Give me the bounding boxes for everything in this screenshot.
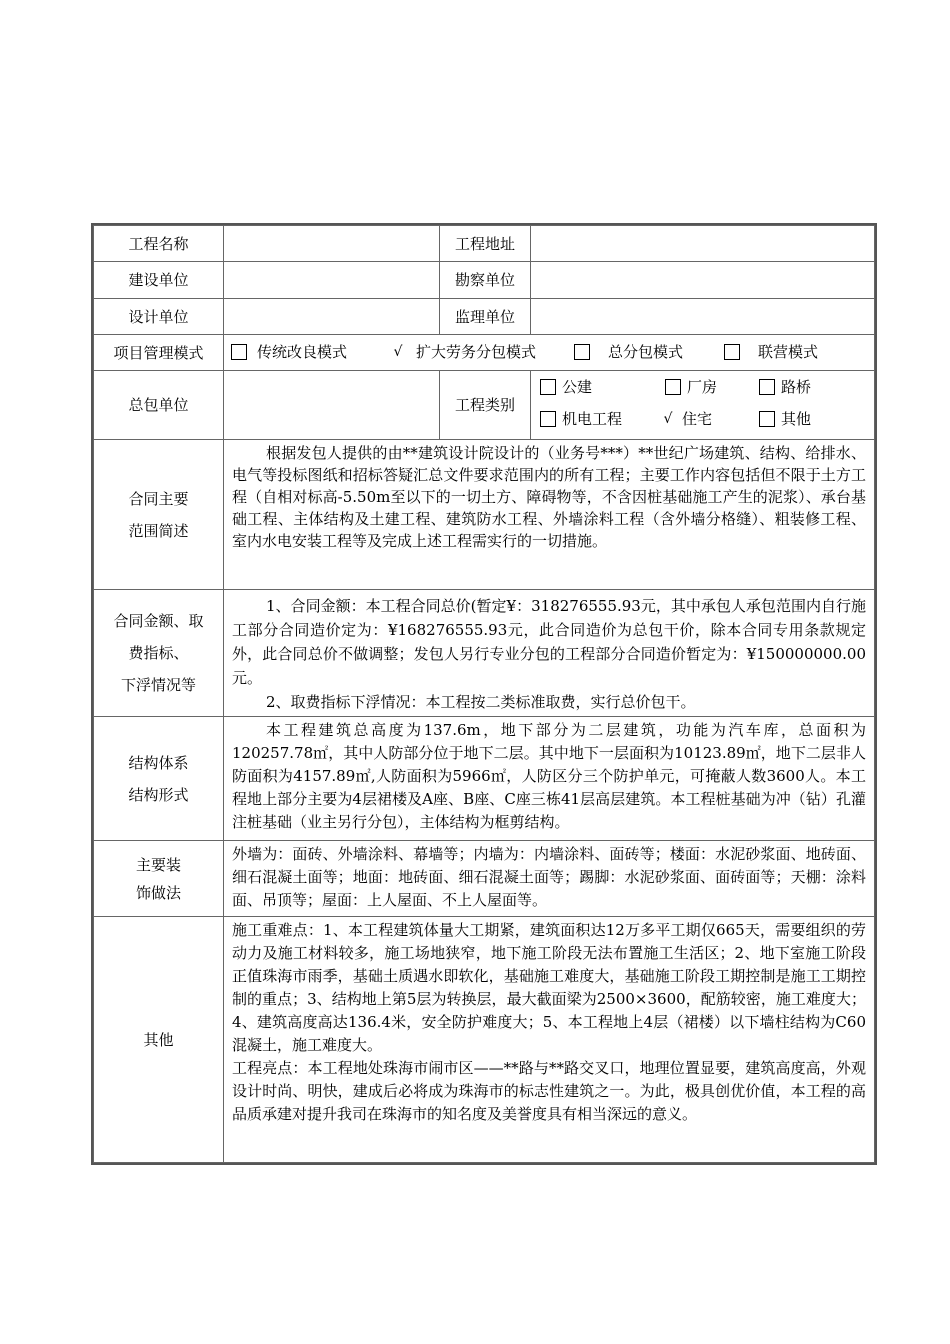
mode-option-label: 传统改良模式 <box>257 343 348 361</box>
row-structure <box>94 717 875 841</box>
other-label: 其他 <box>94 917 224 1163</box>
scope-label-line: 范围简述 <box>128 521 189 540</box>
general-contractor-label: 总包单位 <box>94 371 224 440</box>
structure-text-cell <box>224 717 875 841</box>
row-other <box>94 917 875 1163</box>
check-mark-icon[interactable]: √ <box>393 344 403 360</box>
contract-amount-text-cell <box>224 590 875 717</box>
category-options <box>531 371 875 440</box>
general-contractor-value[interactable] <box>224 371 440 440</box>
category-option-public[interactable] <box>540 375 592 399</box>
survey-value[interactable] <box>531 262 875 299</box>
row-project-name <box>94 226 875 262</box>
builder-label: 建设单位 <box>94 262 224 299</box>
row-scope <box>94 440 875 590</box>
mode-option-joint[interactable] <box>724 335 818 369</box>
category-option-label: 路桥 <box>781 378 812 396</box>
survey-label: 勘察单位 <box>440 262 531 299</box>
mode-option-general-sub[interactable] <box>574 335 683 369</box>
row-management-mode <box>94 335 875 371</box>
supervision-label: 监理单位 <box>440 299 531 335</box>
highlight-text: 工程亮点：本工程地处珠海市闹市区——**路与**路交叉口，地理位置显要，建筑高度高，外观设计时尚、明快，建成后必将成为珠海市的标志性建筑之一。为此，极具创优价值，本工程的高品质承建对提升我司在珠海市的知名度及美誉度具有相当深远的意义。 <box>232 1059 866 1123</box>
builder-value[interactable] <box>224 262 440 299</box>
design-label: 设计单位 <box>94 299 224 335</box>
category-option-mep[interactable] <box>540 407 622 431</box>
scope-label-line: 合同主要 <box>128 489 189 508</box>
decoration-label-line: 主要装 <box>135 855 181 874</box>
project-name-label: 工程名称 <box>94 226 224 262</box>
scope-label <box>94 440 224 590</box>
decoration-text: 外墙为：面砖、外墙涂料、幕墙等；内墙为：内墙涂料、面砖等；楼面：水泥砂浆面、地砖面、细石混凝土面等；地面：地砖面、细石混凝土面等；踢脚：水泥砂浆面、面砖面等；天棚：涂料面、吊顶等；屋面：上人屋面、不上人屋面等。 <box>232 845 866 909</box>
checkbox-empty-icon[interactable] <box>759 379 775 395</box>
decoration-text-cell <box>224 841 875 917</box>
mode-option-label: 联营模式 <box>758 343 819 361</box>
contract-amount-label <box>94 590 224 717</box>
scope-text: 根据发包人提供的由**建筑设计院设计的（业务号***）**世纪广场建筑、结构、给排水、电气等投标图纸和招标答疑汇总文件要求范围内的所有工程；主要工作内容包括但不限于土方工程（自相对标高-5.50m至以下的一切土方、障碍物等，不含因桩基础施工产生的泥浆）、承台基础工程、主体结构及土建工程、建筑防水工程、外墙涂料工程（含外墙分格缝）、粗装修工程、室内水电安装工程等及完成上述工程需实行的一切措施。 <box>232 444 866 550</box>
mode-option-traditional[interactable] <box>231 335 347 369</box>
category-label: 工程类别 <box>440 371 531 440</box>
project-name-value[interactable] <box>224 226 440 262</box>
category-option-label: 公建 <box>562 378 593 396</box>
management-mode-label: 项目管理模式 <box>94 335 224 371</box>
project-address-label: 工程地址 <box>440 226 531 262</box>
mode-option-labor-subcontract[interactable] <box>390 335 536 369</box>
checkbox-empty-icon[interactable] <box>540 379 556 395</box>
check-mark-icon[interactable]: √ <box>663 411 673 427</box>
scope-text-cell <box>224 440 875 590</box>
checkbox-empty-icon[interactable] <box>759 411 775 427</box>
checkbox-empty-icon[interactable] <box>574 344 590 360</box>
difficulty-text: 施工重难点：1、本工程建筑体量大工期紧，建筑面积达12万多平工期仅665天，需要组织的劳动力及施工材料较多，施工场地狭窄，地下施工阶段无法布置施工生活区；2、地下室施工阶段正值珠海市雨季，基础土质遇水即软化，基础施工难度大，基础施工阶段工期控制是施工工期控制的重点；3、结构地上第5层为转换层，最大截面梁为2500×3600，配筋较密，施工难度大；4、建筑高度高达136.4米，安全防护难度大；5、本工程地上4层（裙楼）以下墙柱结构为C60混凝土，施工难度大。 <box>232 921 866 1054</box>
project-info-table <box>93 225 875 1163</box>
category-option-label: 住宅 <box>682 410 713 428</box>
category-option-label: 机电工程 <box>562 410 623 428</box>
checkbox-empty-icon[interactable] <box>540 411 556 427</box>
row-contract-amount <box>94 590 875 717</box>
amount-label-line: 下浮情况等 <box>120 676 196 694</box>
decoration-label-line: 饰做法 <box>135 883 181 902</box>
checkbox-empty-icon[interactable] <box>724 344 740 360</box>
project-address-value[interactable] <box>531 226 875 262</box>
fee-index-text: 2、取费指标下浮情况：本工程按二类标准取费，实行总价包干。 <box>266 693 696 711</box>
category-option-label: 厂房 <box>687 378 718 396</box>
checkbox-empty-icon[interactable] <box>665 379 681 395</box>
structure-label <box>94 717 224 841</box>
row-general-contractor <box>94 371 875 440</box>
amount-label-line: 费指标、 <box>128 644 189 662</box>
amount-label-line: 合同金额、取 <box>113 612 204 630</box>
row-builder <box>94 262 875 299</box>
category-option-factory[interactable] <box>665 375 717 399</box>
project-info-form <box>91 223 877 1165</box>
checkbox-empty-icon[interactable] <box>231 344 247 360</box>
supervision-value[interactable] <box>531 299 875 335</box>
structure-label-line: 结构体系 <box>128 753 189 772</box>
row-decoration <box>94 841 875 917</box>
mode-option-label: 扩大劳务分包模式 <box>416 343 537 361</box>
design-value[interactable] <box>224 299 440 335</box>
category-option-road-bridge[interactable] <box>759 375 811 399</box>
structure-text: 本工程建筑总高度为137.6m，地下部分为二层建筑，功能为汽车库，总面积为120257.78㎡，其中人防部分位于地下二层。其中地下一层面积为10123.89㎡，地下二层非人防面积为4157.89㎡,人防面积为5966㎡，人防区分三个防护单元，可掩蔽人数3600人。本工程地上部分主要为4层裙楼及A座、B座、C座三栋41层高层建筑。本工程桩基础为冲（钻）孔灌注桩基础（业主另行分包），主体结构为框剪结构。 <box>232 721 866 831</box>
row-design <box>94 299 875 335</box>
decoration-label <box>94 841 224 917</box>
structure-label-line: 结构形式 <box>128 785 189 804</box>
management-mode-options <box>224 335 875 371</box>
category-option-residential[interactable] <box>660 407 712 431</box>
category-option-other[interactable] <box>759 407 811 431</box>
category-option-label: 其他 <box>781 410 812 428</box>
contract-amount-text: 1、合同金额：本工程合同总价(暂定¥：318276555.93元，其中承包人承包范围内自行施工部分合同造价定为：¥168276555.93元，此合同造价为总包干价，除本合同专用条款规定外，此合同总价不做调整；发包人另行专业分包的工程部分合同造价暂定为：¥150000000.00元。 <box>232 597 866 687</box>
other-text-cell <box>224 917 875 1163</box>
mode-option-label: 总分包模式 <box>608 343 684 361</box>
